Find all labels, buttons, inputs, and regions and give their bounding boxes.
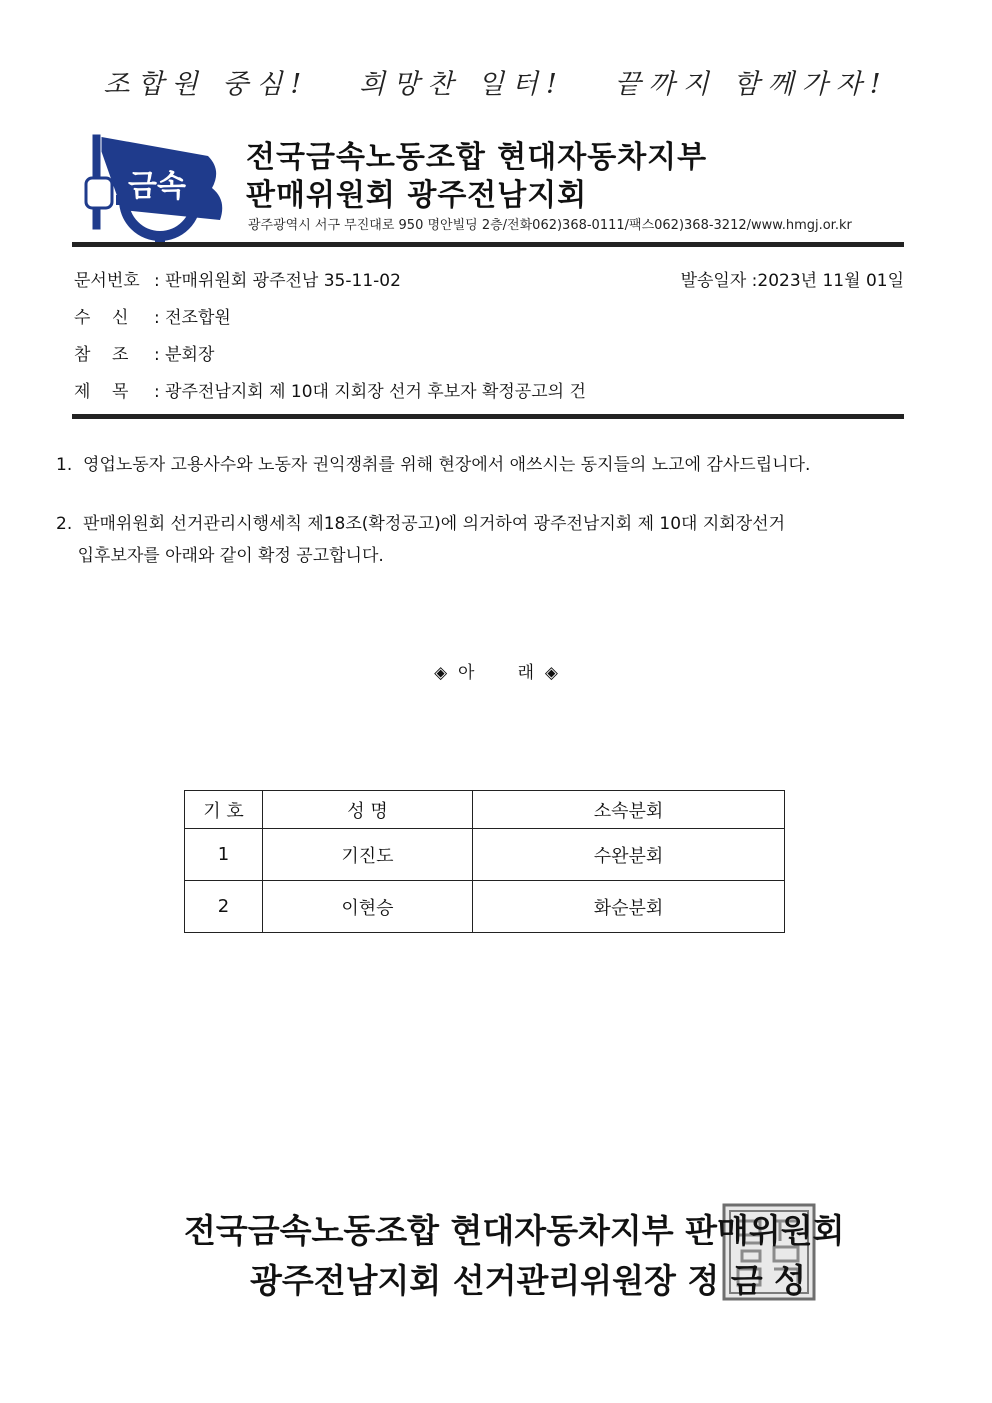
- fist-icon: [86, 178, 112, 208]
- col-header-number: 기 호: [185, 791, 263, 829]
- recipient-label: 수 신: [74, 308, 129, 328]
- cell-branch: 수완분회: [473, 829, 785, 881]
- doc-number-row: [74, 266, 401, 291]
- signature-line1: 전국금속노동조합 현대자동차지부 판매위원회: [184, 1211, 845, 1250]
- recipient-value: : 전조합원: [154, 308, 231, 328]
- paragraph-2-line1: 2. 판매위원회 선거관리시행세칙 제18조(확정공고)에 의거하여 광주전남지회 제 10대 지회장선거: [56, 514, 785, 534]
- section-title: ◈ 아 래 ◈: [434, 663, 558, 683]
- header-divider: [72, 242, 904, 247]
- cell-number: 2: [185, 881, 263, 933]
- cell-name: 이현승: [263, 881, 473, 933]
- subject-value: : 광주전남지회 제 10대 지회장 선거 후보자 확정공고의 건: [154, 382, 586, 402]
- meta-divider: [72, 414, 904, 419]
- reference-value: : 분회장: [154, 345, 215, 365]
- signature-line2: 광주전남지회 선거관리위원장 정 금 성: [250, 1261, 807, 1300]
- cell-branch: 화순분회: [473, 881, 785, 933]
- col-header-name: 성 명: [263, 791, 473, 829]
- paragraph-2-line2: 입후보자를 아래와 같이 확정 공고합니다.: [56, 546, 384, 566]
- table-row: [185, 881, 785, 933]
- subject-row: [74, 377, 586, 402]
- candidate-table: [184, 790, 785, 933]
- org-address: 광주광역시 서구 무진대로 950 명안빌딩 2층/전화062)368-0111/팩스062)368-3212/www.hmgj.or.kr: [248, 218, 852, 233]
- send-date: 발송일자 :2023년 11월 01일: [680, 271, 904, 291]
- doc-number-value: : 판매위원회 광주전남 35-11-02: [154, 271, 401, 291]
- paragraph-1: 1. 영업노동자 고용사수와 노동자 권익쟁취를 위해 현장에서 애쓰시는 동지들의 노고에 감사드립니다.: [56, 455, 811, 475]
- reference-row: [74, 340, 214, 365]
- recipient-row: [74, 303, 231, 328]
- col-header-branch: 소속분회: [473, 791, 785, 829]
- paragraph-2: [56, 508, 785, 572]
- slogan: 조합원 중심! 희망찬 일터! 끝까지 함께가자!: [103, 69, 889, 100]
- table-header-row: [185, 791, 785, 829]
- cell-number: 1: [185, 829, 263, 881]
- subject-label: 제 목: [74, 382, 129, 402]
- cell-name: 기진도: [263, 829, 473, 881]
- logo-text: 금속: [128, 169, 186, 204]
- doc-number-label: 문서번호: [74, 271, 140, 291]
- table-row: [185, 829, 785, 881]
- union-logo: [82, 130, 232, 242]
- reference-label: 참 조: [74, 345, 129, 365]
- org-name-line2: 판매위원회 광주전남지회: [246, 178, 588, 213]
- org-name-line1: 전국금속노동조합 현대자동차지부: [246, 140, 708, 175]
